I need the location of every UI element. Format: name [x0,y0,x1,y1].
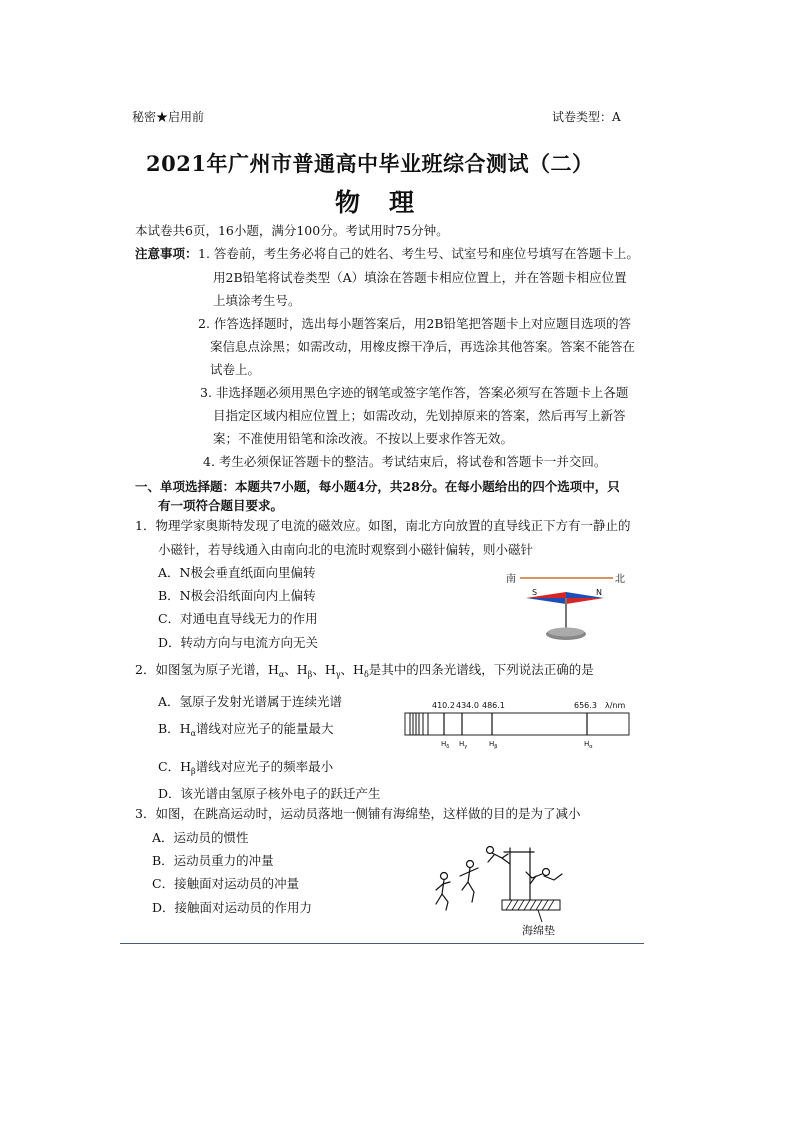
q1-stem-line-2: 小磁针，若导线通入由南向北的电流时观察到小磁针偏转，则小磁针 [158,542,534,557]
q1-stem-line-1: 1．物理学家奥斯特发现了电流的磁效应。如图，南北方向放置的直导线正下方有一静止的 [135,518,631,533]
notes-label: 注意事项： [135,246,198,261]
q3-option-d: D．接触面对运动员的作用力 [152,900,313,915]
q3-option-a: A．运动员的惯性 [152,830,249,845]
q1-option-c: C．对通电直导线无力的作用 [158,611,318,626]
intro-text: 本试卷共6页，16小题，满分100分。考试用时75分钟。 [135,223,449,238]
note-1-line-2: 用2B铅笔将试卷类型（A）填涂在答题卡相应位置上，并在答题卡相应位置 [213,270,627,285]
q2-spectrum-box [405,713,629,735]
q2-option-a: A．氢原子发射光谱属于连续光谱 [158,694,343,709]
paper-type: 试卷类型：A [552,110,621,124]
secret-label: 秘密★启用前 [132,110,205,124]
q2-label-h-alpha: $H_\alpha$ [584,740,593,750]
q2-unit-label: λ/nm [605,701,626,710]
q2-label-h-delta: $H_\delta$ [441,740,450,750]
q2-option-d: D．该光谱由氢原子核外电子的跃迁产生 [158,786,381,801]
note-2-line-1: 2. 作答选择题时，选出每小题答案后，用2B铅笔把答题卡上对应题目选项的答 [198,316,632,331]
q2-continuum-lines [410,713,428,735]
q3-option-b: B．运动员重力的冲量 [152,853,274,868]
exam-title: 2021年广州市普通高中毕业班综合测试（二） [146,151,594,176]
q2-spectrum-figure [400,697,640,752]
bottom-divider [120,943,644,944]
q2-wavelength-410: 410.2 [432,701,455,710]
section-1-heading-line-1: 一、单项选择题：本题共7小题，每小题4分，共28分。在每小题给出的四个选项中，只 [135,479,620,494]
note-1-line-1: 1. 答卷前，考生务必将自己的姓名、考生号、试室号和座位号填写在答题卡上。 [198,246,639,261]
q3-option-c: C．接触面对运动员的冲量 [152,876,300,891]
q2-wavelength-656: 656.3 [574,701,597,710]
note-3-line-2: 目指定区域内相应位置上；如需改动，先划掉原来的答案，然后再写上新答 [213,408,626,423]
q2-label-h-gamma: $H_\gamma$ [459,740,468,750]
mat-pointer-line [538,910,542,922]
q1-compass-figure [500,568,630,646]
q1-s-pole-label: S [532,588,538,597]
runner-1-sketch [436,873,450,911]
note-3-line-3: 案；不准使用铅笔和涂改液。不按以上要求作答无效。 [213,431,514,446]
q1-option-b: B．N极会沿纸面向内上偏转 [158,588,316,603]
q1-n-pole-label: N [596,588,602,597]
note-4-line-1: 4. 考生必须保证答题卡的整洁。考试结束后，将试卷和答题卡一并交回。 [203,454,607,469]
q1-needle-blue-bottom [526,598,566,604]
runner-2-sketch [460,861,478,903]
jumper-1-sketch [487,847,511,865]
sponge-mat-label: 海绵垫 [522,924,555,937]
q2-option-b: B．$H_\alpha$谱线对应光子的能量最大 [158,721,334,738]
note-3-line-1: 3. 非选择题必须用黑色字迹的钢笔或签字笔作答，答案必须写在答题卡上各题 [200,385,629,400]
jumper-2-sketch [526,869,562,885]
q2-option-c: C．$H_\beta$谱线对应光子的频率最小 [158,759,334,776]
q1-option-a: A．N极会垂直纸面向里偏转 [158,565,316,580]
q2-stem: 2．如图氢为原子光谱，$H_\alpha$、$H_\beta$、$H_\gamma$、$H_\delta$是其中的四条光谱线，下列说法正确的是 [135,662,594,679]
section-1-heading-line-2: 有一项符合题目要求。 [158,498,284,513]
q3-stem: 3．如图，在跳高运动时，运动员落地一侧铺有海绵垫，这样做的目的是为了减小 [135,806,581,821]
q1-north-label: 北 [615,574,625,585]
subject-title: 物 理 [335,188,417,217]
q2-label-h-beta: $H_\beta$ [489,740,498,750]
q2-wavelength-434: 434.0 [456,701,479,710]
note-2-line-2: 案信息点涂黑；如需改动，用橡皮擦干净后，再选涂其他答案。答案不能答在 [210,339,636,354]
note-1-line-3: 上填涂考生号。 [213,293,301,308]
q1-option-d: D．转动方向与电流方向无关 [158,635,319,650]
q1-needle-red-bottom [566,598,604,604]
note-2-line-3: 试卷上。 [210,362,261,377]
q1-south-label: 南 [506,574,516,585]
q2-wavelength-486: 486.1 [482,701,505,710]
q3-high-jump-figure [430,838,580,938]
